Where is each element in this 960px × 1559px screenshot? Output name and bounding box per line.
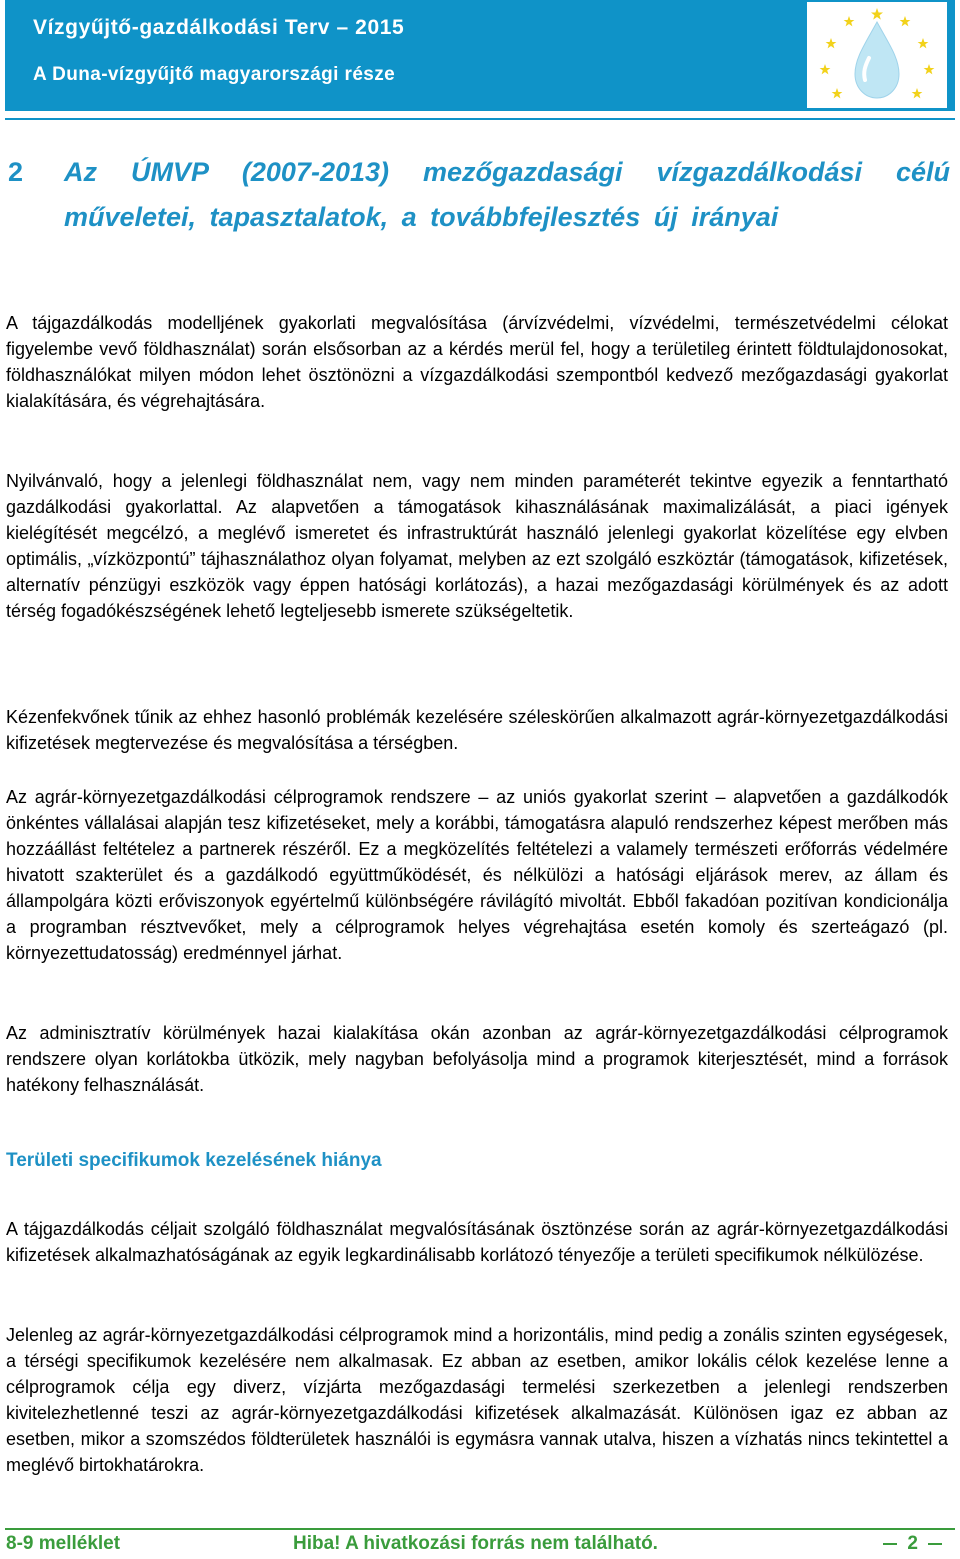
subheading: Területi specifikumok kezelésének hiánya xyxy=(6,1150,382,1171)
paragraph-7: Jelenleg az agrár-környezetgazdálkodási célprogramok mind a horizontális, mind pedig a zonális szinten egységesek, a térségi specifikumok kezelésére nem alkalmasak. Ez abban az esetben, amikor lokális célok kezelése lenne a célprogramok célja egy diverz, vízjárta mezőgazdasági termelési szerkezetben a jelenlegi rendszerben kivitelezhetlenné teszi az agrár-környezetgazdálkodási kifizetések alkalmazását. Különösen igaz ez abban az esetben, mikor a szomszédos földterületek használói is egymásra vannak utalva, hiszen a vízhatás nincs tekintettel a meglévő birtokhatárokra. xyxy=(6,1325,948,1475)
header-subtitle: A Duna-vízgyűjtő magyarországi része xyxy=(33,64,396,85)
page-number: 2 xyxy=(907,1533,918,1554)
footer-page-number xyxy=(873,1533,952,1555)
paragraph-5: Az adminisztratív körülmények hazai kialakítása okán azonban az agrár-környezetgazdálkodási célprogramok rendszere olyan korlátokba ütközik, mely nagyban befolyásolja mind a programok kiterjesztését, mind a források hatékony felhasználását. xyxy=(6,1023,948,1095)
section-number: 2 xyxy=(8,157,24,187)
paragraph-4: Az agrár-környezetgazdálkodási célprogramok rendszere – az uniós gyakorlat szerint – alapvetően a gazdálkodók önkéntes vállalásai alapján tesz kifizetéseket, mely a korábbi, támogatásra alapuló rendszerhez képest merőben más hozzáállást feltételez a partnerek részéről. Ez a megközelítés feltételezi a valamely természeti erőforrás védelmére hivatott szakterület és a gazdálkodó együttműködését, és nélkülözi a hatósági eljárások merev, az állam és állampolgára közti erőviszonyok egyértelmű különbségére rávilágító mivoltát. Ebből fakadóan pozitívan kondicionálja a programban résztvevőket, mely a célprogramok helyes végrehajtása esetén komoly és szerteágazó (pl. környezettudatosság) eredménnyel járhat. xyxy=(6,787,948,963)
water-drop-eu-stars-logo xyxy=(807,2,947,108)
paragraph-1: A tájgazdálkodás modelljének gyakorlati megvalósítása (árvízvédelmi, vízvédelmi, természetvédelmi célokat figyelembe vevő földhasználat) során elsősorban az a kérdés merül fel, hogy a területileg érintett földtulajdonosokat, földhasználókat milyen módon lehet ösztönözni a vízgazdálkodási szempontból kedvező mezőgazdasági gyakorlat kialakítására, és végrehajtására. xyxy=(6,313,948,411)
section-heading xyxy=(8,150,950,240)
footer-reference-error: Hiba! A hivatkozási forrás nem található. xyxy=(293,1533,658,1554)
footer-dash-right xyxy=(928,1543,942,1545)
footer-annex-label: 8-9 melléklet xyxy=(6,1533,121,1554)
footer-rule xyxy=(5,1528,955,1530)
paragraph-6: A tájgazdálkodás céljait szolgáló földhasználat megvalósításának ösztönzése során az agrár-környezetgazdálkodási kifizetések alkalmazhatóságának az egyik legkardinálisabb korlátozó tényezője a területi specifikumok nélkülözése. xyxy=(6,1219,948,1265)
section-title: Az ÚMVP (2007-2013) mezőgazdasági vízgazdálkodási célú műveletei, tapasztalatok, a továbbfejlesztés új irányai xyxy=(64,157,950,232)
paragraph-3: Kézenfekvőnek tűnik az ehhez hasonló problémák kezelésére széleskörűen alkalmazott agrár-környezetgazdálkodási kifizetések megtervezése és megvalósítása a térségben. xyxy=(6,707,948,753)
paragraph-2: Nyilvánvaló, hogy a jelenlegi földhasználat nem, vagy nem minden paraméterét tekintve egyezik a fenntartható gazdálkodási gyakorlattal. Az alapvetően a támogatások kihasználásának maximalizálását, a piaci igények kielégítését megcélzó, a meglévő ismeretet és infrastruktúrát használó jelenlegi gyakorlat közelítése egy elvben optimális, „vízközpontú” tájhasználathoz olyan folyamat, melyben az ezt szolgáló eszköztár (támogatások, kifizetések, alternatív pénzügyi eszközök vagy éppen hatósági korlátozás), a hazai mezőgazdasági körülmények és az adott térség fogadókészségének lehető legteljesebb ismerete szükségeltetik. xyxy=(6,471,948,621)
header-title: Vízgyűjtő-gazdálkodási Terv – 2015 xyxy=(33,16,405,39)
header-band xyxy=(5,0,955,111)
footer-dash-left xyxy=(883,1543,897,1545)
header-rule xyxy=(5,118,955,120)
